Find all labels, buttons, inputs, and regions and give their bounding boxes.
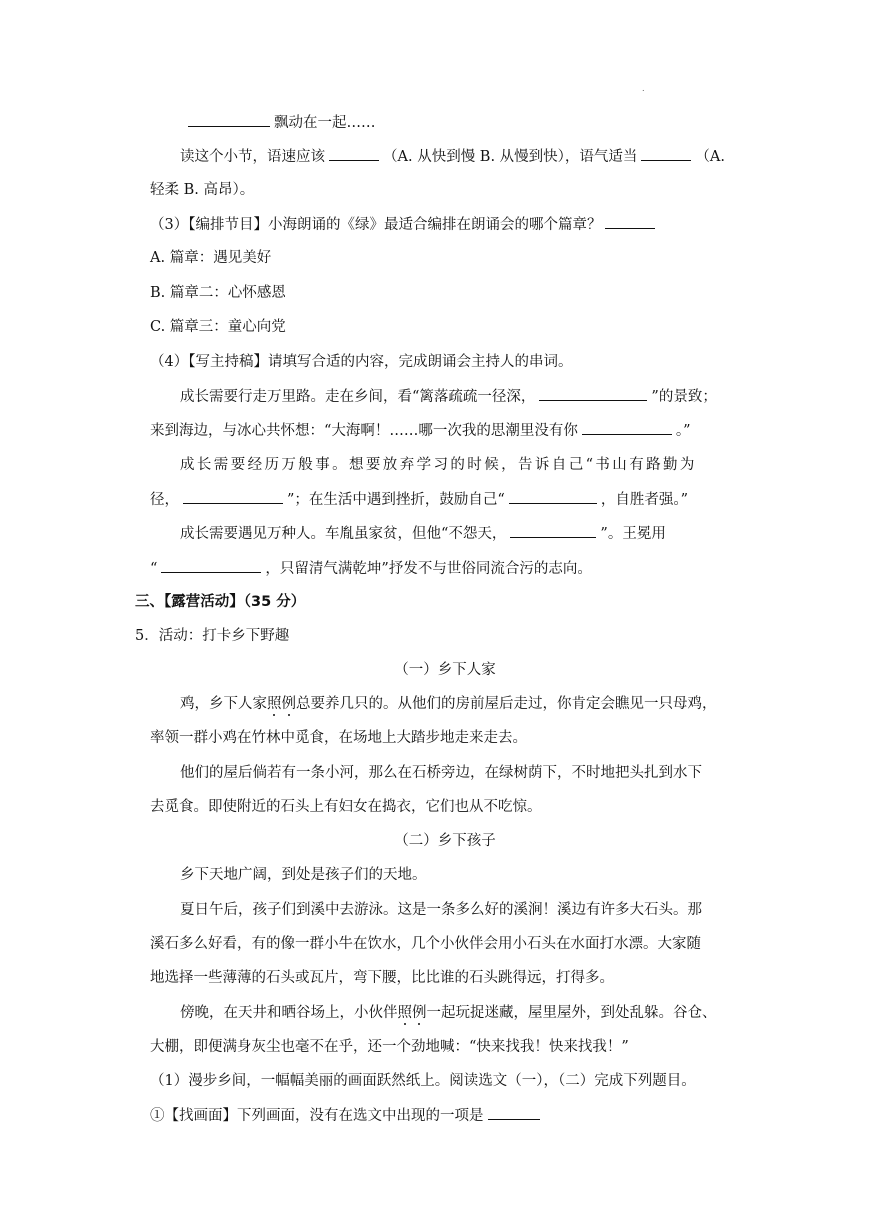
text: ，自胜者强。”	[600, 492, 688, 508]
reading-question-line-2: 轻柔 B. 高昂）。	[150, 182, 255, 198]
emphasis-char: 例	[412, 1005, 427, 1021]
text: 。”	[675, 423, 691, 439]
answer-blank[interactable]	[488, 1105, 540, 1120]
text-1-p2-line1: 他们的屋后倘若有一条小河，那么在石桥旁边，在绿树荫下，不时地把头扎到水下	[180, 765, 702, 781]
text: 总要养几只的。从他们的房前屋后走过，你肯定会瞧见一只母鸡，	[296, 696, 717, 712]
text: 来到海边，与冰心共怀想：“大海啊！……哪一次我的思潮里没有你	[150, 423, 578, 439]
text: （A.	[695, 149, 726, 165]
answer-blank[interactable]	[582, 420, 672, 435]
text-2-p2-line1: 夏日午后，孩子们到溪中去游泳。这是一条多么好的溪涧！溪边有许多大石头。那	[180, 902, 702, 918]
host-script-p2-line2	[150, 489, 740, 510]
text: 一起玩捉迷藏，屋里屋外，到处乱躲。谷仓、	[426, 1005, 717, 1021]
answer-blank[interactable]	[188, 112, 270, 127]
text-2-p3-line1	[180, 1003, 770, 1023]
option-b: B. 篇章二：心怀感恩	[150, 285, 286, 301]
text: （3）【编排节目】小海朗诵的《绿》最适合编排在朗诵会的哪个篇章？	[150, 217, 602, 233]
sub-question-1-1	[150, 1105, 740, 1126]
text: 读这个小节，语速应该	[180, 149, 325, 165]
answer-blank[interactable]	[605, 214, 655, 229]
poem-fragment-line	[188, 112, 778, 133]
answer-blank[interactable]	[183, 489, 283, 504]
question-3-stem	[150, 214, 740, 235]
host-script-p2-line1: 成长需要经历万般事。想要放弃学习的时候，告诉自己“书山有路勤为	[180, 457, 697, 473]
text: 飘动在一起……	[274, 115, 376, 131]
answer-blank[interactable]	[510, 523, 596, 538]
option-c: C. 篇章三：童心向党	[150, 319, 286, 335]
text: 鸡，乡下人家	[180, 696, 267, 712]
text: “	[150, 561, 158, 577]
host-script-p1-line2	[150, 420, 740, 441]
subtitle-1: （一）乡下人家	[394, 662, 496, 678]
answer-blank[interactable]	[161, 558, 261, 573]
subtitle-2: （二）乡下孩子	[394, 833, 496, 849]
answer-blank[interactable]	[509, 489, 597, 504]
answer-blank[interactable]	[329, 146, 379, 161]
page-mark: .	[642, 84, 645, 93]
text: 成长需要遇见万种人。车胤虽家贫，但他“不怨天，	[180, 526, 507, 542]
emphasis-char: 照	[397, 1005, 412, 1021]
reading-question-line	[180, 146, 770, 167]
text: （A. 从快到慢 B. 从慢到快），语气适当	[383, 149, 638, 165]
text: ①【找画面】下列画面，没有在选文中出现的一项是	[150, 1108, 484, 1124]
host-script-p3-line1	[180, 523, 770, 544]
text-2-p1: 乡下天地广阔，到处是孩子们的天地。	[180, 867, 427, 883]
text: 径，	[150, 492, 179, 508]
host-script-p1-line1	[180, 386, 770, 407]
text-2-p2-line2: 溪石多么好看，有的像一群小牛在饮水，几个小伙伴会用小石头在水面打水漂。大家随	[150, 936, 701, 952]
question-5-title: 5．活动：打卡乡下野趣	[135, 628, 290, 644]
option-a: A. 篇章：遇见美好	[150, 250, 272, 266]
question-4-stem: （4）【写主持稿】请填写合适的内容，完成朗诵会主持人的串词。	[150, 354, 573, 370]
text: 成长需要行走万里路。走在乡间，看“篱落疏疏一径深，	[180, 389, 536, 405]
text: ，只留清气满乾坤”抒发不与世俗同流合污的志向。	[265, 561, 592, 577]
text-2-p3-line2: 大棚，即便满身灰尘也毫不在乎，还一个劲地喊：“快来找我！快来找我！”	[150, 1039, 629, 1055]
text-1-p1-line2: 率领一群小鸡在竹林中觅食，在场地上大踏步地走来走去。	[150, 730, 527, 746]
answer-blank[interactable]	[641, 146, 691, 161]
emphasis-char: 例	[281, 696, 296, 712]
answer-blank[interactable]	[539, 386, 647, 401]
sub-question-1: （1）漫步乡间，一幅幅美丽的画面跃然纸上。阅读选文（一），（二）完成下列题目。	[150, 1073, 696, 1089]
text: ”的景致；	[651, 389, 717, 405]
text: ”。王冕用	[600, 526, 666, 542]
text: ”；在生活中遇到挫折，鼓励自己“	[287, 492, 505, 508]
text-1-p1-line1	[180, 694, 770, 714]
host-script-p3-line2	[150, 558, 740, 579]
emphasis-char: 照	[267, 696, 282, 712]
text-2-p2-line3: 地选择一些薄薄的石头或瓦片，弯下腰，比比谁的石头跳得远，打得多。	[150, 970, 614, 986]
text-1-p2-line2: 去觅食。即使附近的石头上有妇女在捣衣，它们也从不吃惊。	[150, 799, 542, 815]
text: 傍晚，在天井和晒谷场上，小伙伴	[180, 1005, 398, 1021]
section-3-heading: 三、【露营活动】（35 分）	[135, 594, 306, 610]
